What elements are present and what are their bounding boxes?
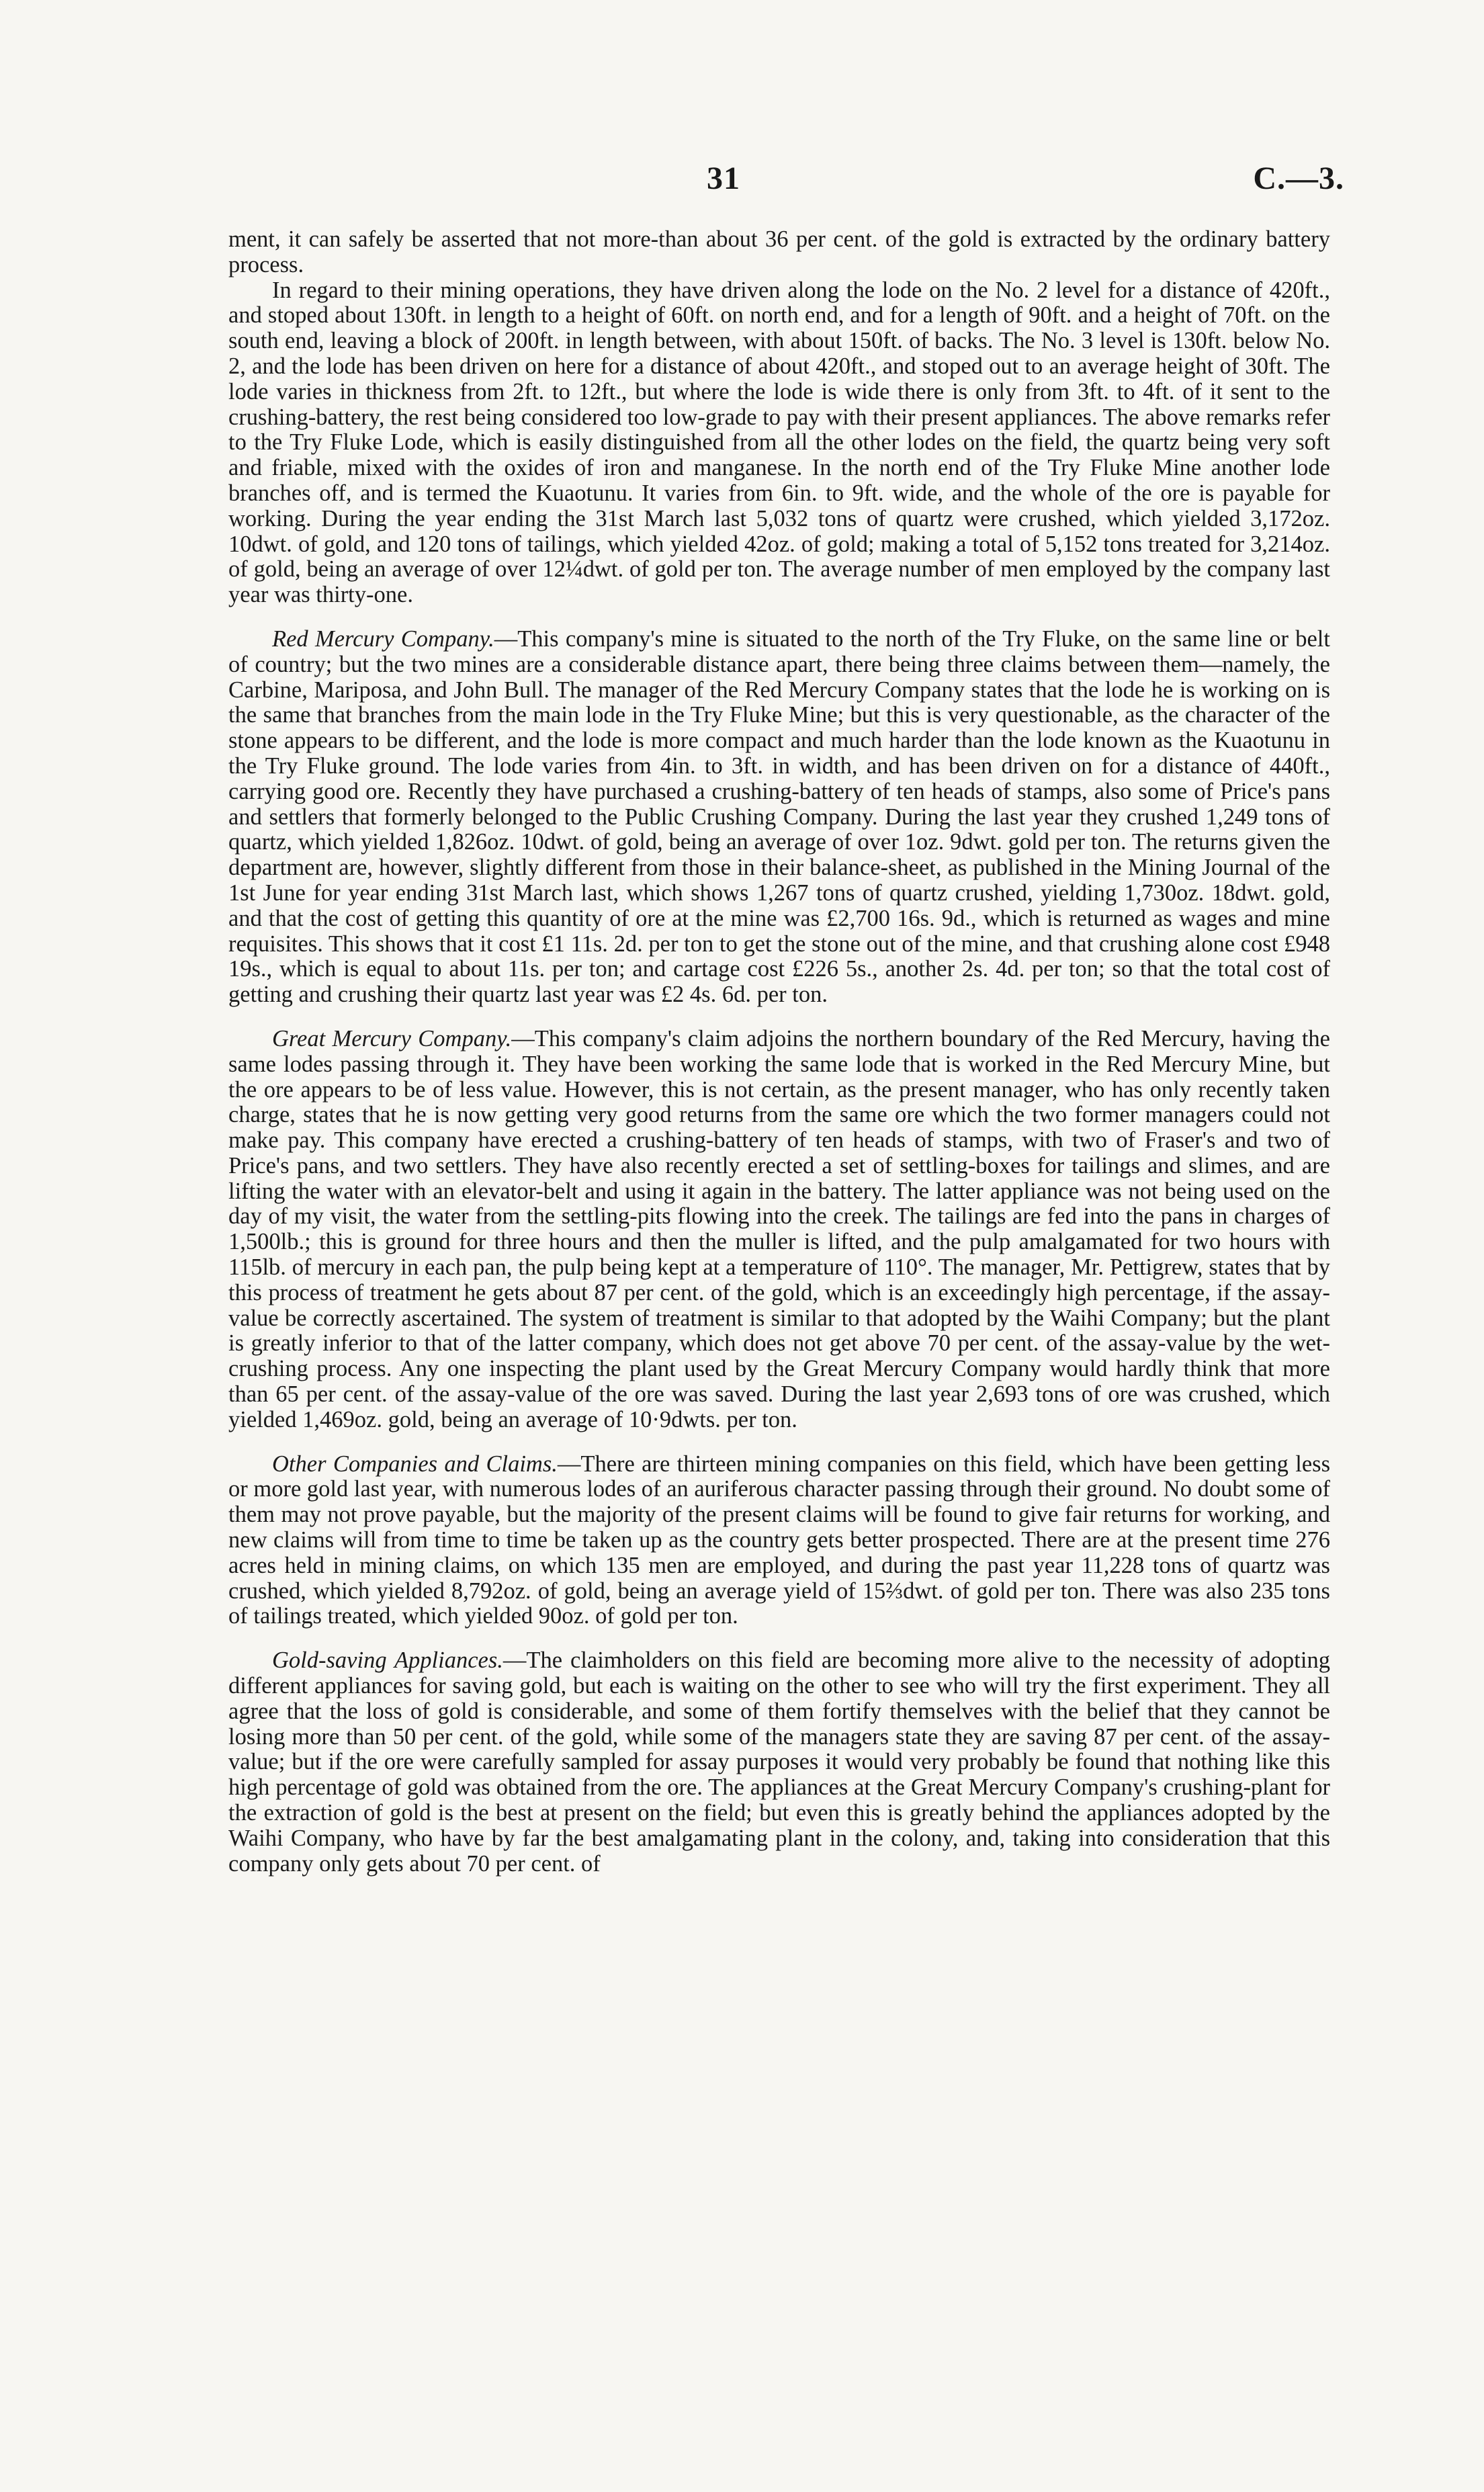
paragraph-text: —There are thirteen mining companies on this field, which have been getting less or more gold last year, with numerous lodes of an auriferous character passing through their ground. No doubt some of them may not prove payable, but the majority of the present claims will be found to give fair returns for working, and new claims will from time to time be taken up as the country gets better prospected. There are at the present time 276 acres held in mining claims, on which 135 men are employed, and during the past year 11,228 tons of quartz was crushed, which yielded 8,792oz. of gold, being an average yield of 15⅔dwt. of gold per ton. There was also 235 tons of tailings treated, which yielded 90oz. of gold per ton. [228,1451,1330,1629]
section-caption: Gold-saving Appliances. [272,1647,503,1674]
paragraph-continuation [228,227,1330,278]
paragraph-text: ment, it can safely be asserted that not more-than about 36 per cent. of the gold is extracted by the ordinary battery process. [228,226,1330,277]
page-header [228,160,1350,207]
paragraph-other-companies [228,1452,1330,1630]
section-caption: Red Mercury Company. [272,626,494,652]
page-number: 31 [707,161,740,196]
paragraph-text: In regard to their mining operations, they have driven along the lode on the No. 2 level for a distance of 420ft., and stoped about 130ft. in length to a height of 60ft. on north end, and for a length of 90ft. and a height of 70ft. on the south end, leaving a block of 200ft. in length between, with about 150ft. of backs. The No. 3 level is 130ft. below No. 2, and the lode has been driven on here for a distance of about 420ft., and stoped out to an average height of 30ft. The lode varies in thickness from 2ft. to 12ft., but where the lode is wide there is only from 3ft. to 4ft. of it sent to the crushing-battery, the rest being considered too low-grade to pay with their present appliances. The above remarks refer to the Try Fluke Lode, which is easily distinguished from all the other lodes on the field, the quartz being very soft and friable, mixed with the oxides of iron and manganese. In the north end of the Try Fluke Mine another lode branches off, and is termed the Kuaotunu. It varies from 6in. to 9ft. wide, and the whole of the ore is payable for working. During the year ending the 31st March last 5,032 tons of quartz were crushed, which yielded 3,172oz. 10dwt. of gold, and 120 tons of tailings, which yielded 42oz. of gold; making a total of 5,152 tons treated for 3,214oz. of gold, being an average of over 12¼dwt. of gold per ton. The average number of men employed by the company last year was thirty-one. [228,277,1330,608]
body-text [228,227,1330,1877]
paragraph-gold-saving [228,1648,1330,1877]
paragraph-text: —This company's mine is situated to the north of the Try Fluke, on the same line or belt of country; but the two mines are a considerable distance apart, there being three claims between them—namely, the Carbine, Mariposa, and John Bull. The manager of the Red Mercury Company states that the lode he is working on is the same that branches from the main lode in the Try Fluke Mine; but this is very questionable, as the character of the stone appears to be different, and the lode is more compact and much harder than the lode known as the Kuaotunu in the Try Fluke ground. The lode varies from 4in. to 3ft. in width, and has been driven on for a distance of 440ft., carrying good ore. Recently they have purchased a crushing-battery of ten heads of stamps, also some of Price's pans and settlers that formerly belonged to the Public Crushing Company. During the last year they crushed 1,249 tons of quartz, which yielded 1,826oz. 10dwt. of gold, being an average of over 1oz. 9dwt. gold per ton. The returns given the department are, however, slightly different from those in their balance-sheet, as published in the Mining Journal of the 1st June for year ending 31st March last, which shows 1,267 tons of quartz crushed, yielding 1,730oz. 18dwt. gold, and that the cost of getting this quantity of ore at the mine was £2,700 16s. 9d., which is returned as wages and mine requisites. This shows that it cost £1 11s. 2d. per ton to get the stone out of the mine, and that crushing alone cost £948 19s., which is equal to about 11s. per ton; and cartage cost £226 5s., another 2s. 4d. per ton; so that the total cost of getting and crushing their quartz last year was £2 4s. 6d. per ton. [228,626,1330,1008]
section-caption: Great Mercury Company. [272,1025,512,1051]
paragraph-text: —The claimholders on this field are becoming more alive to the necessity of adopting different appliances for saving gold, but each is waiting on the other to see who will try the first experiment. They all agree that the loss of gold is considerable, and some of them fortify themselves with the belief that they cannot be losing more than 50 per cent. of the gold, while some of the managers state they are saving 87 per cent. of the assay-value; but if the ore were carefully sampled for assay purposes it would very probably be found that nothing like this high percentage of gold was obtained from the ore. The appliances at the Great Mercury Company's crushing-plant for the extraction of gold is the best at present on the field; but even this is greatly behind the appliances adopted by the Waihi Company, who have by far the best amalgamating plant in the colony, and, taking into consideration that this company only gets about 70 per cent. of [228,1647,1330,1877]
paragraph-text: —This company's claim adjoins the northern boundary of the Red Mercury, having the same lodes passing through it. They have been working the same lode that is worked in the Red Mercury Mine, but the ore appears to be of less value. However, this is not certain, as the present manager, who has only recently taken charge, states that he is now getting very good returns from the same ore which the two former managers could not make pay. This company have erected a crushing-battery of ten heads of stamps, with two of Fraser's and two of Price's pans, and two settlers. They have also recently erected a set of settling-boxes for tailings and slimes, and are lifting the water with an elevator-belt and using it again in the battery. The latter appliance was not being used on the day of my visit, the water from the settling-pits flowing into the creek. The tailings are fed into the pans in charges of 1,500lb.; this is ground for three hours and then the muller is lifted, and the pulp amalgamated for two hours with 115lb. of mercury in each pan, the pulp being kept at a temperature of 110°. The manager, Mr. Pettigrew, states that by this process of treatment he gets about 87 per cent. of the gold, which is an exceedingly high percentage, if the assay-value be correctly ascertained. The system of treatment is similar to that adopted by the Waihi Company; but the plant is greatly inferior to that of the latter company, which does not get above 70 per cent. of the assay-value by the wet-crushing process. Any one inspecting the plant used by the Great Mercury Company would hardly think that more than 65 per cent. of the assay-value of the ore was saved. During the last year 2,693 tons of ore was crushed, which yielded 1,469oz. gold, being an average of 10·9dwts. per ton. [228,1025,1330,1432]
paragraph-great-mercury [228,1027,1330,1433]
section-caption: Other Companies and Claims. [272,1451,558,1477]
document-reference: C.—3. [1253,161,1344,196]
paragraph-mining-operations [228,278,1330,608]
paragraph-red-mercury [228,627,1330,1008]
